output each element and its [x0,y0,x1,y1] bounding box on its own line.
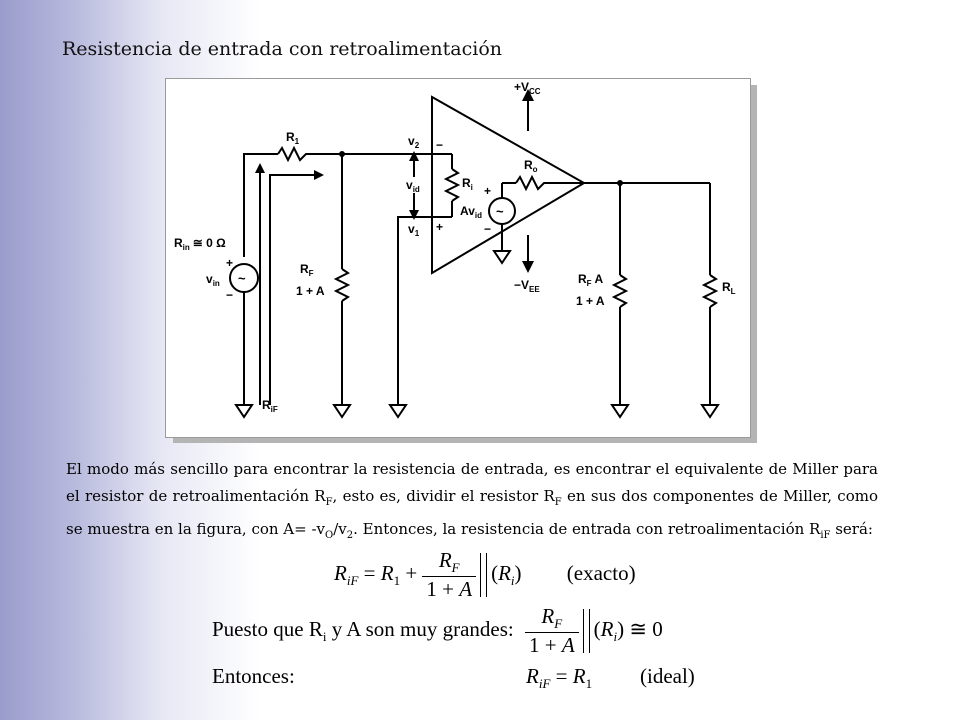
explanation-paragraph: El modo más sencillo para encontrar la resistencia de entrada, es encontrar el equivalente de Miller para el resistor de retroalimentación $R_F$, esto es, dividir el resistor $R_F$ en sus dos componentes de Miller, como se muestra en la figura, con $A= -v_O/v_2$. Entonces, la resistencia de entrada con retroalimentación $R_{iF}$ será: [66,460,878,541]
label-vin-plus: + [226,256,234,270]
label-vee: $-V_{EE}$ [514,278,540,294]
label-avid: $Av_{id}$ [460,204,483,220]
equation-exact: $R_{iF} = R_1$ + $\frac{R_F}{1 + A}$ $(R_i)$ (exacto) [334,548,636,602]
equation-approx: Puesto que $R_i$ y A son muy grandes: $\frac{R_F}{1 + A}$ $(R_i)$ ≅ 0 [212,604,663,658]
label-rf-num: $R_F$ [300,262,314,278]
label-v2: $v_2$ [408,134,420,150]
label-v1: $v_1$ [408,222,420,238]
label-rfa-den: 1 + A [576,294,605,308]
label-rl: $R_L$ [722,280,736,296]
equation-ideal: Entonces: $R_{iF} = R_1$ (ideal) [212,664,695,692]
circuit-figure [165,78,751,438]
label-r1: $R_1$ [286,130,300,146]
label-rfa-num: $R_F$ A [578,272,604,288]
label-noninv-plus: + [436,220,444,234]
label-rin: $R_{in}$ ≅ 0 Ω [174,236,226,252]
avid-tilde: ~ [496,204,504,219]
label-vin-minus: − [226,288,234,302]
label-src-plus: + [484,184,492,198]
page-title: Resistencia de entrada con retroalimentación [62,38,503,60]
label-rf-den: 1 + A [296,284,325,298]
label-src-minus: − [484,222,492,236]
label-ri: $R_i$ [462,176,473,192]
label-vin: $v_{in}$ [206,272,220,288]
label-vid: $v_{id}$ [406,178,420,194]
label-rif: $R_{iF}$ [262,398,278,414]
vin-tilde: ~ [238,271,246,286]
label-ro: $R_o$ [524,158,538,174]
label-vcc: $+V_{CC}$ [514,80,541,96]
circuit-diagram [166,79,750,437]
opamp-triangle [432,97,584,273]
label-inv-minus: − [436,138,444,152]
